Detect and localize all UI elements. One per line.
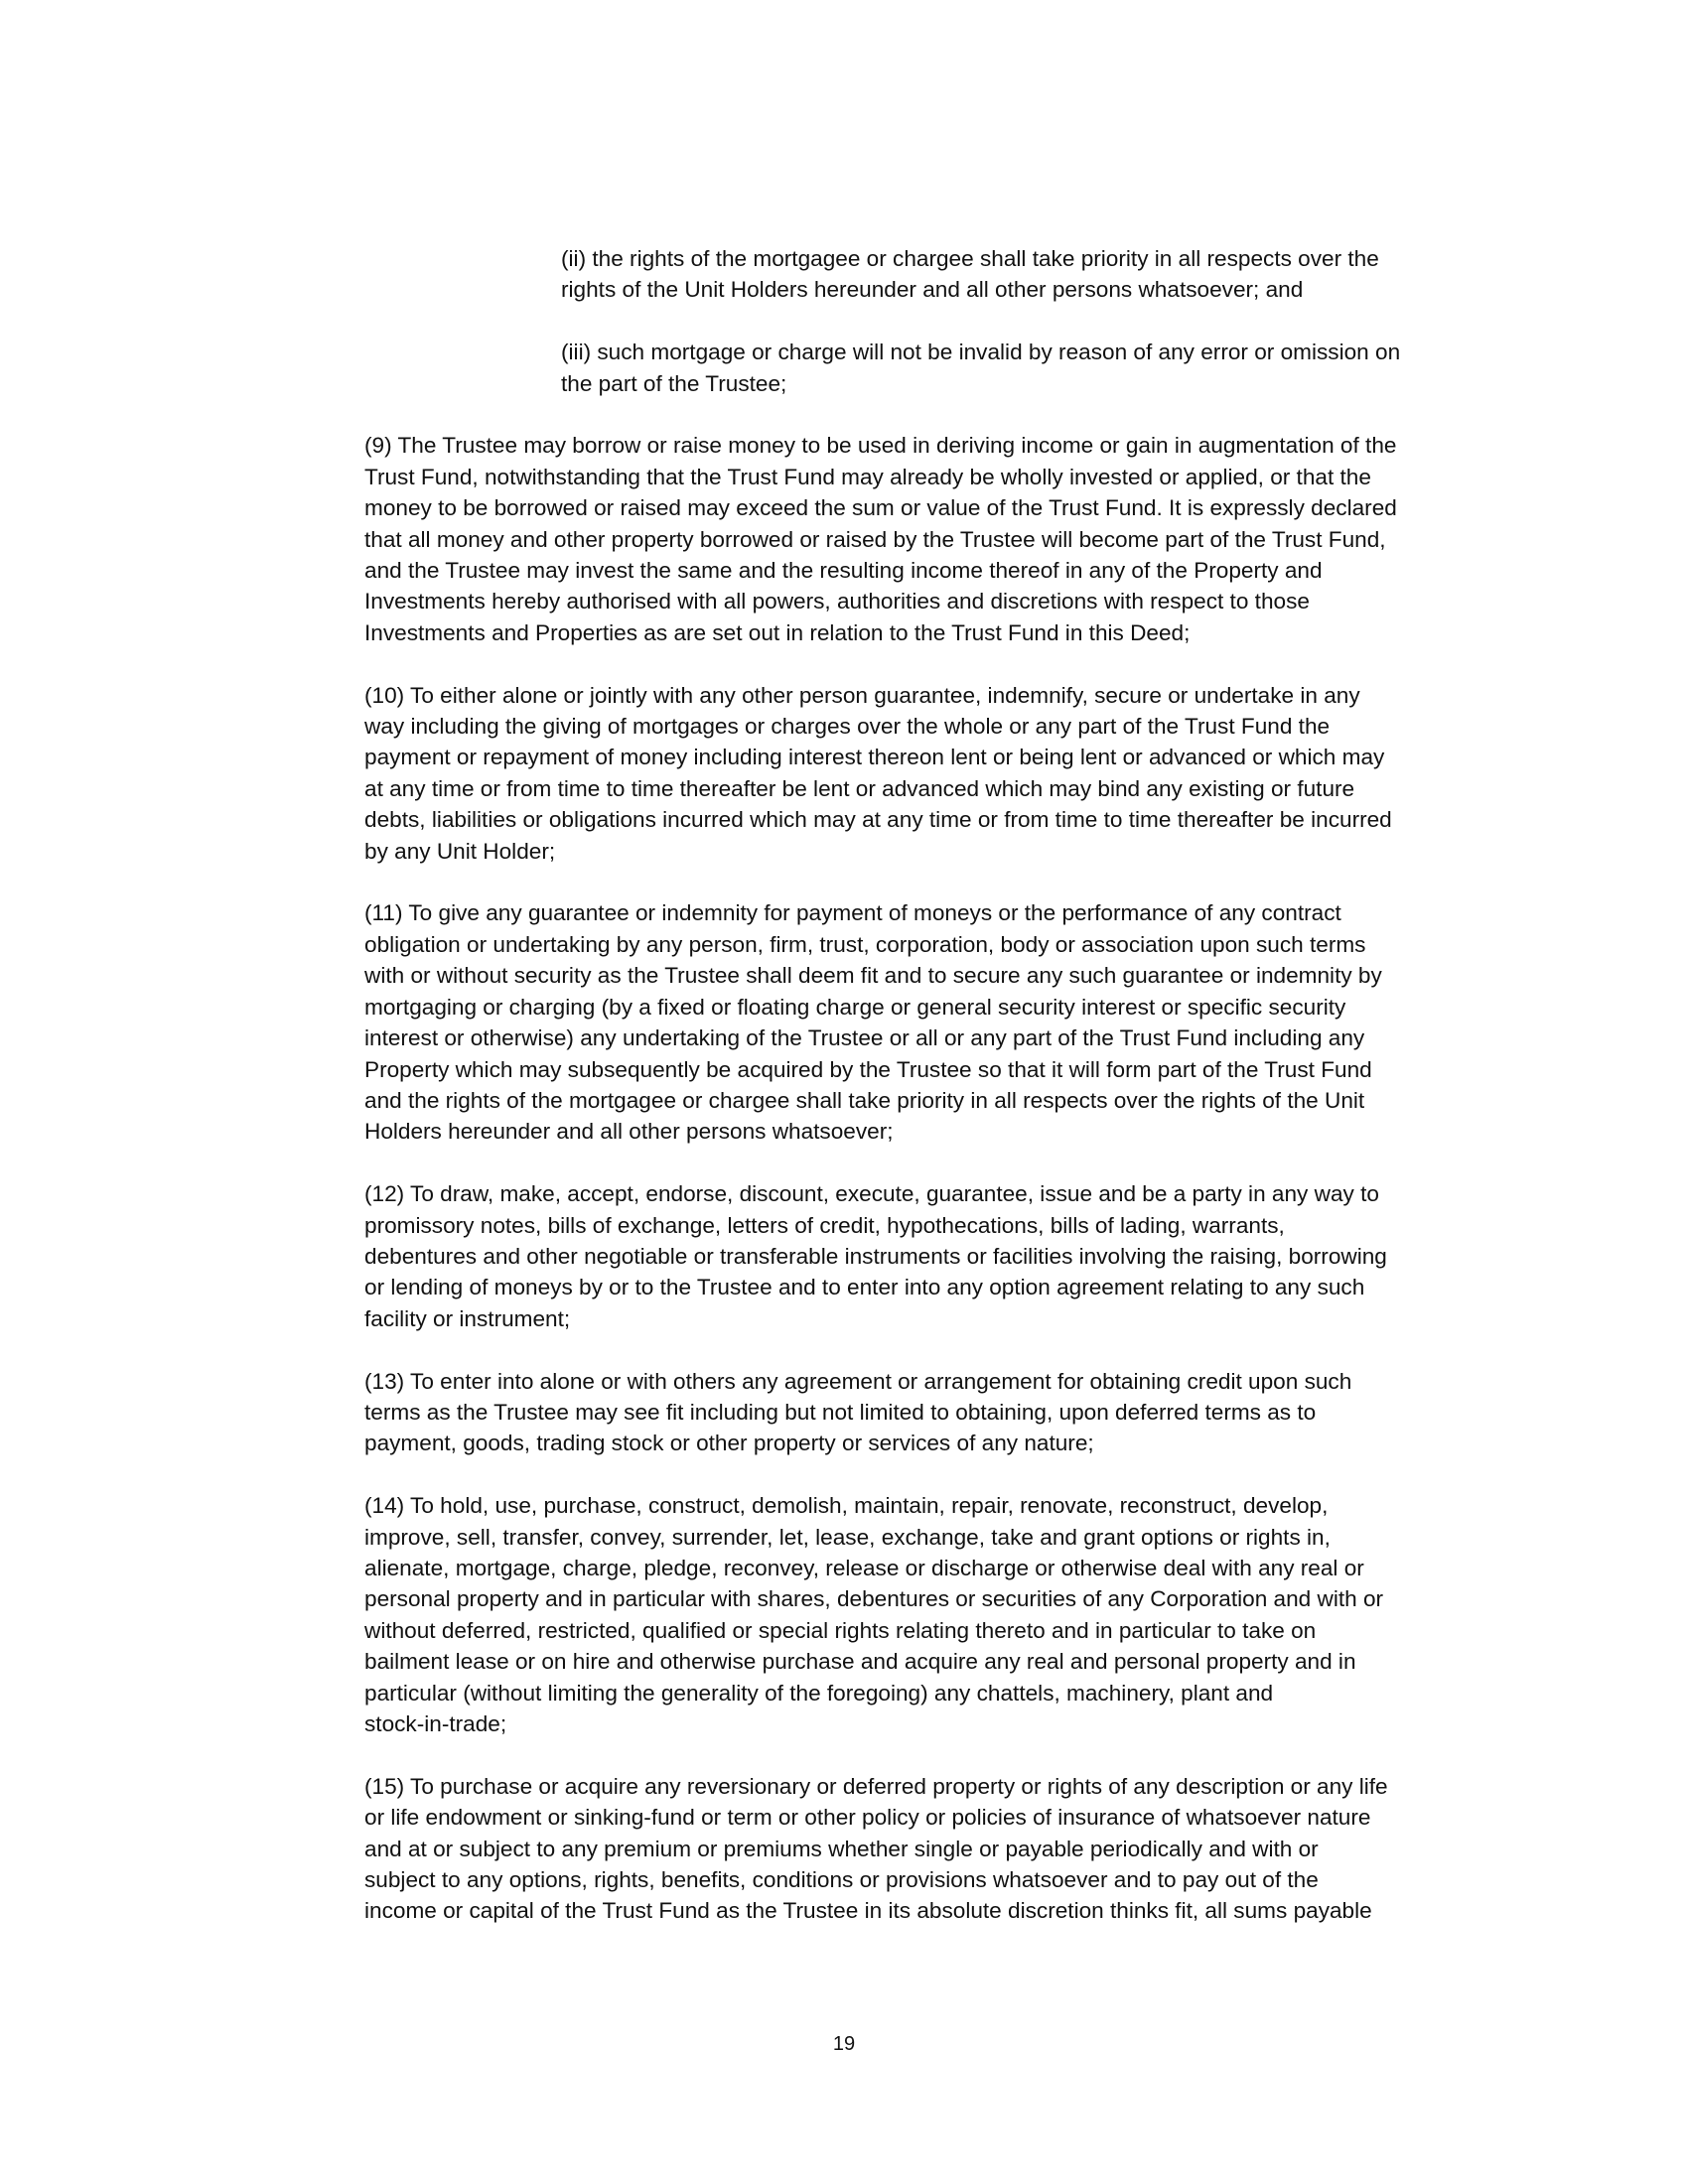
clause-paragraph: [364, 897, 1556, 1147]
text-line: (15) To purchase or acquire any reversionary or deferred property or rights of any description or any life: [364, 1773, 1388, 1799]
text-line: alienate, mortgage, charge, pledge, reconvey, release or discharge or otherwise deal with any real or: [364, 1555, 1364, 1580]
text-line: by any Unit Holder;: [364, 838, 556, 864]
text-line: (iii) such mortgage or charge will not be invalid by reason of any error or omission on: [561, 340, 1401, 365]
text-line: Investments and Properties as are set out in relation to the Trust Fund in this Deed;: [364, 619, 1191, 645]
text-line: without deferred, restricted, qualified or special rights relating thereto and in particular to take on: [364, 1617, 1317, 1643]
text-line: facility or instrument;: [364, 1305, 571, 1331]
text-line: (ii) the rights of the mortgagee or chargee shall take priority in all respects over the: [561, 246, 1379, 271]
text-line: (9) The Trustee may borrow or raise money to be used in deriving income or gain in augmentation of the: [364, 433, 1397, 459]
clause-paragraph: [364, 1178, 1556, 1334]
text-line: (14) To hold, use, purchase, construct, demolish, maintain, repair, renovate, reconstruct, develop,: [364, 1493, 1329, 1519]
text-line: particular (without limiting the generality of the foregoing) any chattels, machinery, plant and: [364, 1680, 1274, 1706]
text-line: or lending of moneys by or to the Trustee and to enter into any option agreement relating to any such: [364, 1275, 1365, 1300]
text-line: the part of the Trustee;: [561, 370, 787, 396]
text-line: Holders hereunder and all other persons whatsoever;: [364, 1119, 894, 1145]
text-line: (11) To give any guarantee or indemnity for payment of moneys or the performance of any contract: [364, 900, 1341, 926]
page-number: 19: [832, 2033, 856, 2055]
text-line: payment or repayment of money including interest thereon lent or being lent or advanced or which may: [364, 745, 1385, 770]
clause-paragraph: [364, 680, 1556, 867]
text-line: with or without security as the Trustee shall deem fit and to secure any such guarantee or indemnity by: [364, 963, 1382, 989]
text-line: debts, liabilities or obligations incurred which may at any time or from time to time thereafter be incurred: [364, 807, 1392, 833]
text-line: and the rights of the mortgagee or chargee shall take priority in all respects over the rights of the Unit: [364, 1087, 1365, 1113]
text-line: payment, goods, trading stock or other property or services of any nature;: [364, 1431, 1094, 1456]
clause-paragraph: [364, 1366, 1556, 1459]
text-line: money to be borrowed or raised may exceed the sum or value of the Trust Fund. It is expressly declared: [364, 495, 1397, 521]
text-line: (13) To enter into alone or with others any agreement or arrangement for obtaining credit upon such: [364, 1368, 1352, 1394]
text-line: improve, sell, transfer, convey, surrender, let, lease, exchange, take and grant options or rights in,: [364, 1524, 1331, 1550]
sub-clause-paragraph: [561, 243, 1556, 306]
text-line: income or capital of the Trust Fund as the Trustee in its absolute discretion thinks fit, all sums payable: [364, 1898, 1372, 1924]
text-line: (12) To draw, make, accept, endorse, discount, execute, guarantee, issue and be a party in any way to: [364, 1181, 1379, 1207]
clause-paragraph: [364, 1490, 1556, 1739]
text-line: rights of the Unit Holders hereunder and all other persons whatsoever; and: [561, 277, 1304, 303]
text-line: Trust Fund, notwithstanding that the Trust Fund may already be wholly invested or applied, or that the: [364, 464, 1371, 489]
text-line: interest or otherwise) any undertaking of the Trustee or all or any part of the Trust Fund including any: [364, 1025, 1365, 1051]
text-line: at any time or from time to time thereafter be lent or advanced which may bind any existing or future: [364, 775, 1355, 801]
text-line: Property which may subsequently be acquired by the Trustee so that it will form part of the Trust Fund: [364, 1056, 1372, 1082]
text-line: Investments hereby authorised with all powers, authorities and discretions with respect to those: [364, 589, 1310, 614]
text-line: way including the giving of mortgages or charges over the whole or any part of the Trust Fund the: [364, 714, 1331, 740]
sub-clause-paragraph: [561, 337, 1556, 399]
text-line: bailment lease or on hire and otherwise purchase and acquire any real and personal property and in: [364, 1649, 1356, 1675]
text-line: promissory notes, bills of exchange, letters of credit, hypothecations, bills of lading, warrants,: [364, 1212, 1285, 1238]
text-line: and at or subject to any premium or premiums whether single or payable periodically and with or: [364, 1836, 1319, 1861]
clause-paragraph: [364, 430, 1556, 648]
text-line: debentures and other negotiable or transferable instruments or facilities involving the raising, borrowing: [364, 1243, 1387, 1269]
text-line: that all money and other property borrowed or raised by the Trustee will become part of the Trust Fund,: [364, 526, 1386, 552]
text-line: and the Trustee may invest the same and the resulting income thereof in any of the Property and: [364, 558, 1323, 584]
text-line: personal property and in particular with shares, debentures or securities of any Corporation and with or: [364, 1586, 1384, 1612]
document-body: [364, 243, 1556, 1958]
text-line: mortgaging or charging (by a fixed or floating charge or general security interest or specific security: [364, 994, 1346, 1020]
text-line: or life endowment or sinking-fund or term or other policy or policies of insurance of whatsoever nature: [364, 1805, 1371, 1831]
text-line: obligation or undertaking by any person, firm, trust, corporation, body or association upon such terms: [364, 931, 1366, 957]
clause-paragraph: [364, 1771, 1556, 1927]
text-line: (10) To either alone or jointly with any other person guarantee, indemnify, secure or undertake in any: [364, 682, 1360, 708]
text-line: stock-in-trade;: [364, 1710, 507, 1736]
text-line: subject to any options, rights, benefits, conditions or provisions whatsoever and to pay out of the: [364, 1867, 1319, 1892]
text-line: terms as the Trustee may see fit including but not limited to obtaining, upon deferred terms as to: [364, 1399, 1317, 1425]
